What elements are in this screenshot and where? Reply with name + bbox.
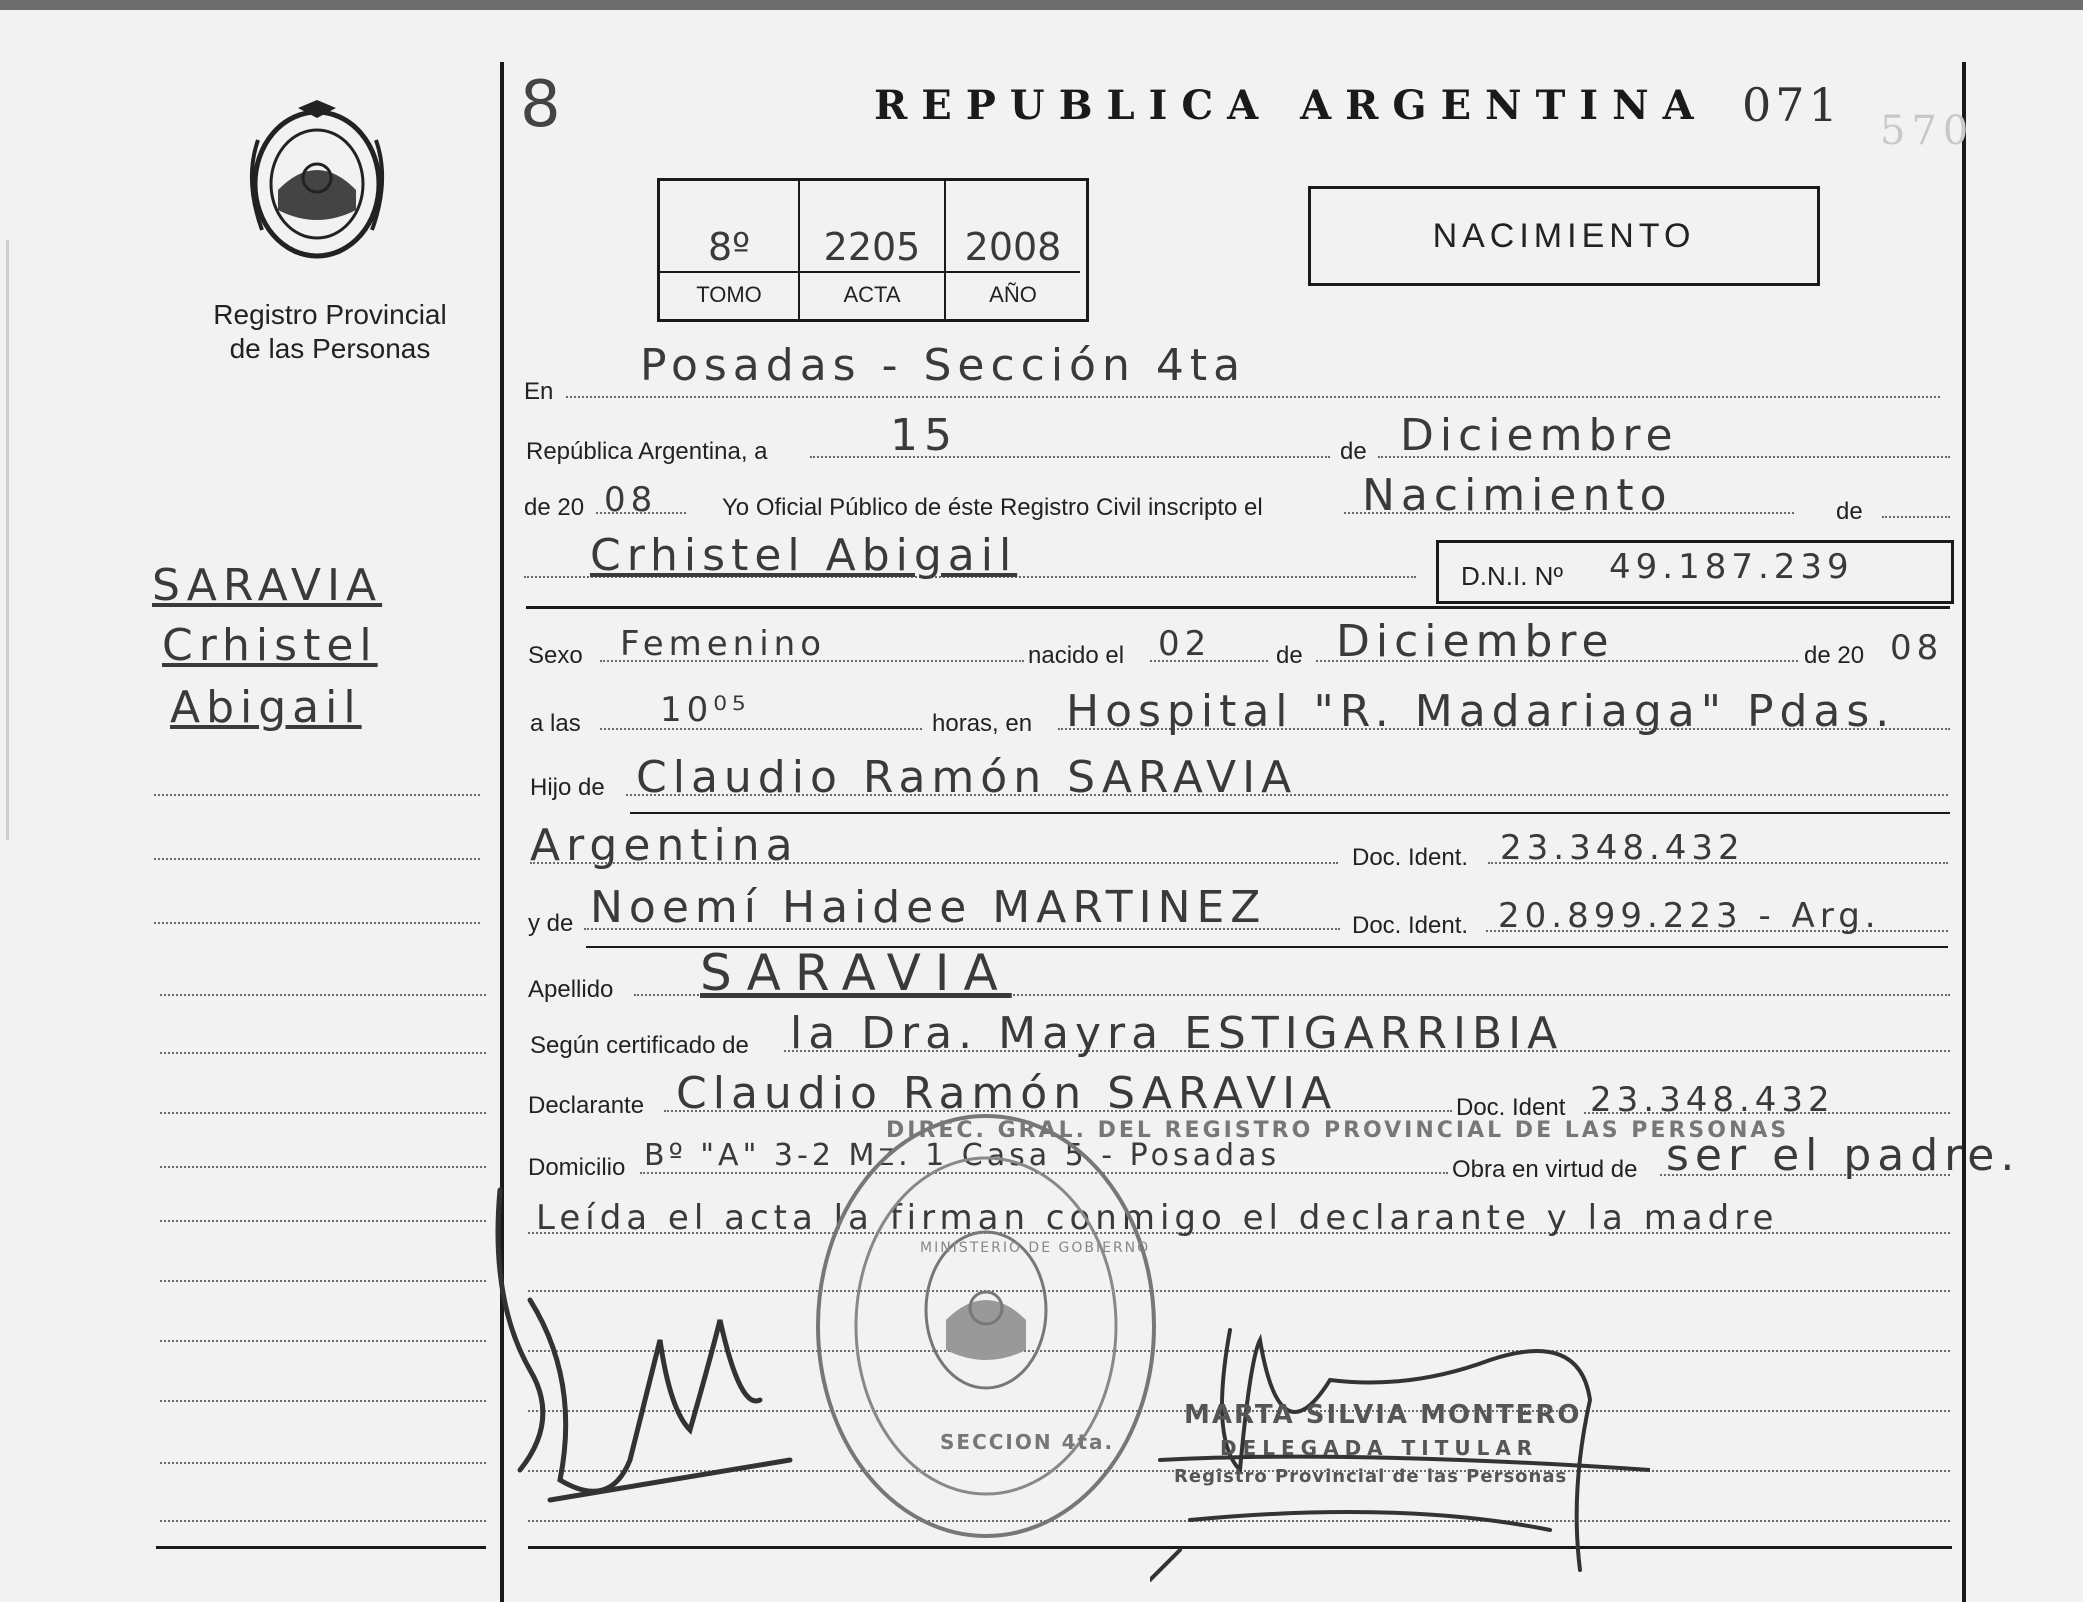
- tomo-label: TOMO: [660, 271, 798, 317]
- certificado-value: la Dra. Mayra ESTIGARRIBIA: [790, 1008, 1564, 1059]
- doc-ident-label: Doc. Ident.: [1352, 844, 1469, 871]
- inscripto-value: Nacimiento: [1362, 470, 1673, 521]
- official-office: Registro Provincial de las Personas: [1174, 1466, 1568, 1487]
- domicilio-value: Bº "A" 3-2 Mz. 1 Casa 5 - Posadas: [644, 1138, 1281, 1173]
- de-line-2: [1882, 516, 1950, 518]
- padre-nacionalidad-value: Argentina: [530, 820, 799, 871]
- hora-value: 10⁰⁵: [660, 690, 751, 730]
- de-label-2: de: [1836, 498, 1863, 525]
- acta-cell: [800, 181, 946, 319]
- folio-number: 071: [1742, 78, 1842, 132]
- section-rule: [526, 606, 1950, 609]
- margin-line: [160, 1280, 486, 1282]
- de20-label: de 20: [524, 494, 585, 521]
- child-name-value: Crhistel Abigail: [590, 530, 1018, 581]
- margin-line: [154, 794, 480, 796]
- margin-line: [160, 1462, 486, 1464]
- domicilio-label: Domicilio: [528, 1154, 626, 1181]
- madre-value: Noemí Haidee MARTINEZ: [590, 882, 1267, 933]
- tomo-cell: [660, 181, 800, 319]
- anio-label: AÑO: [946, 271, 1080, 317]
- month-value: Diciembre: [1400, 410, 1679, 461]
- acta-value: 2205: [823, 225, 921, 269]
- margin-line: [160, 1400, 486, 1402]
- hora-line: [600, 728, 922, 730]
- dni-box: [1436, 540, 1954, 604]
- page-fold-edge: [6, 240, 9, 840]
- apellido-value: SARAVIA: [700, 944, 1012, 1002]
- country-heading: REPUBLICA ARGENTINA: [874, 82, 1708, 129]
- day-line: [810, 456, 1330, 458]
- seal-section-text: SECCION 4ta.: [940, 1430, 1115, 1454]
- scan-top-edge: [0, 0, 2083, 10]
- margin-line: [154, 858, 480, 860]
- nacido-label: nacido el: [1028, 642, 1125, 669]
- declarante-doc-value: 23.348.432: [1590, 1080, 1835, 1120]
- dni-value: 49.187.239: [1609, 547, 1854, 587]
- republica-label: República Argentina, a: [526, 438, 768, 465]
- oficial-label: Yo Oficial Público de éste Registro Civil inscripto el: [722, 494, 1263, 521]
- en-label: En: [524, 378, 554, 405]
- de20-label-2: de 20: [1804, 642, 1865, 669]
- alas-label: a las: [530, 710, 581, 737]
- handwritten-mark: 8: [520, 68, 563, 142]
- faded-stamp-number: 570: [1880, 108, 1975, 154]
- padre-value: Claudio Ramón SARAVIA: [636, 752, 1298, 803]
- anio-cell: [946, 181, 1080, 319]
- en-value: Posadas - Sección 4ta: [640, 340, 1247, 391]
- margin-second-name: Abigail: [170, 682, 362, 733]
- margin-line: [160, 994, 486, 996]
- margin-line: [160, 1520, 486, 1522]
- declarante-label: Declarante: [528, 1092, 645, 1119]
- margin-line: [160, 1220, 486, 1222]
- en-line: [566, 396, 1940, 398]
- registry-name-line2: de las Personas: [229, 333, 431, 364]
- margin-line: [160, 1112, 486, 1114]
- acta-label: ACTA: [800, 271, 944, 317]
- anio-value: 2008: [964, 225, 1062, 269]
- doc-ident-label-3: Doc. Ident: [1456, 1094, 1566, 1121]
- padre-doc-value: 23.348.432: [1500, 828, 1745, 868]
- tomo-acta-table: [657, 178, 1089, 322]
- certificado-label: Según certificado de: [530, 1032, 749, 1059]
- sexo-label: Sexo: [528, 642, 583, 669]
- dni-label: D.N.I. Nº: [1461, 561, 1563, 591]
- lugar-value: Hospital "R. Madariaga" Pdas.: [1066, 686, 1896, 737]
- horas-label: horas, en: [932, 710, 1033, 737]
- official-name: MARTA SILVIA MONTERO: [1184, 1400, 1582, 1430]
- registry-name-line1: Registro Provincial: [213, 299, 447, 330]
- hijo-label: Hijo de: [530, 774, 605, 801]
- obra-value: ser el padre.: [1666, 1130, 2021, 1181]
- declarante-value: Claudio Ramón SARAVIA: [676, 1068, 1338, 1119]
- registry-seal-stamp: [812, 1110, 1160, 1542]
- de-label-3: de: [1276, 642, 1303, 669]
- seal-outer-text: DIREC. GRAL. DEL REGISTRO PROVINCIAL DE LAS PERSONAS: [886, 1118, 1790, 1143]
- margin-line: [160, 1340, 486, 1342]
- obra-label: Obra en virtud de: [1452, 1156, 1638, 1183]
- apellido-label: Apellido: [528, 976, 614, 1003]
- official-title: DELEGADA TITULAR: [1220, 1436, 1539, 1460]
- day-value: 15: [890, 410, 958, 461]
- de-label: de: [1340, 438, 1367, 465]
- declarant-signature: [490, 1180, 800, 1520]
- sexo-value: Femenino: [620, 624, 826, 664]
- nacido-year-value: 08: [1890, 628, 1944, 668]
- doc-ident-label-2: Doc. Ident.: [1352, 912, 1469, 939]
- leida-value: Leída el acta la firman conmigo el declarante y la madre: [536, 1198, 1779, 1238]
- margin-surname: SARAVIA: [152, 560, 383, 611]
- yde-label: y de: [528, 910, 574, 937]
- madre-doc-value: 20.899.223 - Arg.: [1498, 896, 1881, 936]
- right-vertical-rule: [1962, 62, 1966, 1602]
- provincial-crest-icon: [238, 100, 396, 268]
- year-value: 08: [604, 480, 658, 520]
- margin-line: [160, 1052, 486, 1054]
- margin-bottom-rule: [156, 1546, 486, 1549]
- margin-line: [154, 922, 480, 924]
- tomo-value: 8º: [707, 225, 751, 269]
- registry-name: [180, 298, 480, 366]
- padre-underline: [630, 812, 1950, 814]
- nacido-day-value: 02: [1158, 624, 1212, 664]
- nacido-month-value: Diciembre: [1336, 616, 1615, 667]
- seal-inner-text: MINISTERIO DE GOBIERNO: [920, 1240, 1151, 1256]
- margin-first-name: Crhistel: [162, 620, 378, 671]
- record-type-box: NACIMIENTO: [1308, 186, 1820, 286]
- margin-line: [160, 1166, 486, 1168]
